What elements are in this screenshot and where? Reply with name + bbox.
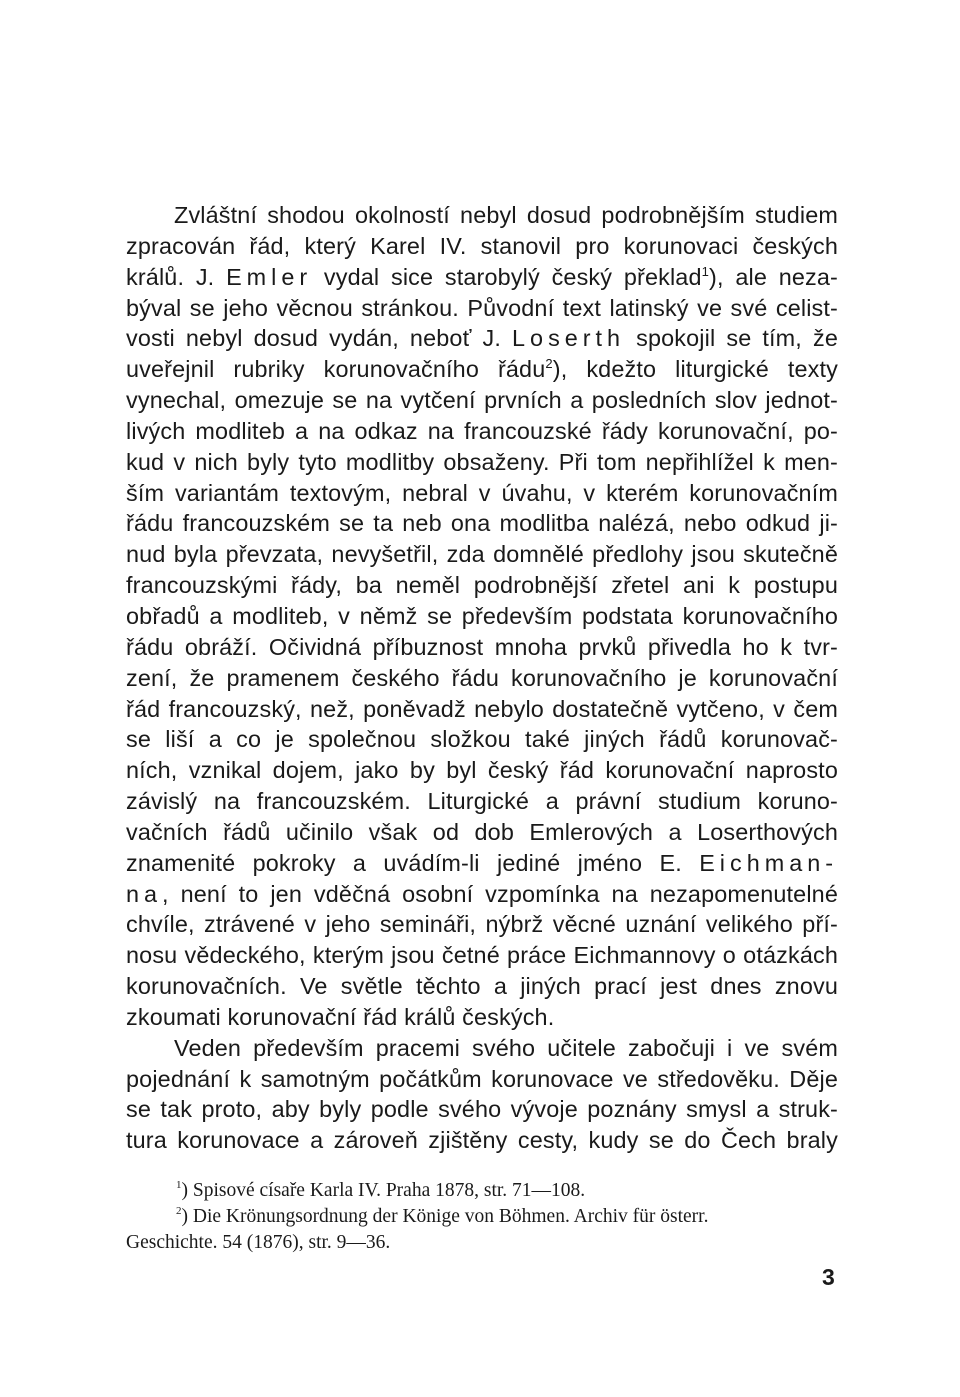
text-line: ším variantám textovým, nebral v úvahu, v kterém korunovačním — [126, 479, 838, 506]
text-line: na, není to jen vděčná osobní vzpomínka na nezapomenutelné — [126, 880, 838, 907]
text-line: livých modliteb a na odkaz na francouzské řády korunovační, po- — [126, 417, 838, 444]
text-line: nosu vědeckého, kterým jsou četné práce Eichmannovy o otázkách — [126, 942, 838, 969]
text-line: řád francouzský, než, poněvadž nebylo dostatečně vytčeno, v čem — [126, 695, 838, 722]
spaced-name-eichmann: Eichman- — [699, 849, 838, 876]
footnote-1: $^1$) Spisové císaře Karla IV. Praha 1878, str. 71—108. — [176, 1179, 586, 1201]
text-line: tura korunovace a zároveň zjištěny cesty, kudy se do Čech braly — [126, 1127, 838, 1154]
footnote-ref-2: 2 — [545, 356, 553, 372]
text-line: chvíle, ztrávené v jeho semináři, nýbrž věcné uznání velikého pří- — [126, 911, 838, 938]
text-line: korunovačních. Ve světle těchto a jiných prací jest dnes znovu — [126, 973, 838, 1000]
spaced-name-eichmann-end: na — [126, 880, 163, 907]
text-line: závislý na francouzském. Liturgické a právní studium koruno- — [126, 788, 838, 815]
text-line: obřadů a modliteb, v němž se především podstata korunovačního — [126, 602, 838, 629]
body-text — [126, 200, 838, 1156]
text-line: ních, vznikal dojem, jako by byl český řád korunovační naprosto — [126, 757, 838, 784]
page-number: 3 — [822, 1264, 835, 1290]
text-line: pojednání k samotným počátkům korunovace ve středověku. Děje — [126, 1065, 838, 1092]
text-line: francouzskými řády, ba neměl podrobnější zřetel ani k postupu — [126, 572, 838, 599]
footnote-2-continuation: Geschichte. 54 (1876), str. 9—36. — [126, 1232, 391, 1253]
text-line: králů. J. Emler vydal sice starobylý český překlad$^1$), ale neza- — [126, 263, 838, 290]
text-line: nud byla převzata, nevyšetřil, zda domnělé předlohy jsou skutečně — [126, 541, 838, 568]
footnotes — [126, 1178, 838, 1256]
text-line: Zvláštní shodou okolností nebyl dosud podrobnějším studiem — [174, 202, 838, 228]
text-line: se tak proto, aby byly podle svého vývoje poznány smysl a struk- — [126, 1096, 838, 1123]
text-line: vačních řádů učinilo však od dob Emlerových a Loserthových — [126, 818, 838, 845]
text-line: vosti nebyl dosud vydán, neboť J. Loserth spokojil se tím, že — [126, 325, 838, 352]
text-line: kud v nich byly tyto modlitby obsaženy. Při tom nepřihlížel k men- — [126, 448, 838, 475]
text-line: Veden především pracemi svého učitele zabočuji i ve svém — [174, 1034, 838, 1061]
spaced-name-emler: Emler — [226, 263, 313, 290]
spaced-name-loserth: Loserth — [512, 325, 626, 352]
text-line: býval se jeho věcnou stránkou. Původní text latinský ve své celist- — [126, 294, 838, 321]
text-line: se liší a co je společnou složkou také jiných řádů korunovač- — [126, 726, 838, 753]
text-line: vynechal, omezuje se na vytčení prvních a posledních slov jednot- — [126, 387, 838, 414]
footnote-2: $^2$) Die Krönungsordnung der Könige von Böhmen. Archiv für österr. — [176, 1205, 709, 1227]
footnote-ref-1: 1 — [701, 263, 710, 279]
text-line: řádu francouzském se ta neb ona modlitba nalézá, nebo odkud ji- — [126, 510, 838, 537]
text-line: uveřejnil rubriky korunovačního řádu$^2$), kdežto liturgické texty — [126, 356, 839, 383]
text-line: řádu obráží. Očividná příbuznost mnoha prvků přivedla ho k tvr- — [126, 633, 838, 660]
text-line: znamenité pokroky a uvádím-li jediné jméno E. Eichman- — [126, 849, 838, 876]
text-line: zení, že pramenem českého řádu korunovačního je korunovační — [126, 664, 838, 691]
text-line: zkoumati korunovační řád králů českých. — [126, 1003, 555, 1030]
text-line: zpracován řád, který Karel IV. stanovil pro korunovaci českých — [126, 232, 838, 259]
